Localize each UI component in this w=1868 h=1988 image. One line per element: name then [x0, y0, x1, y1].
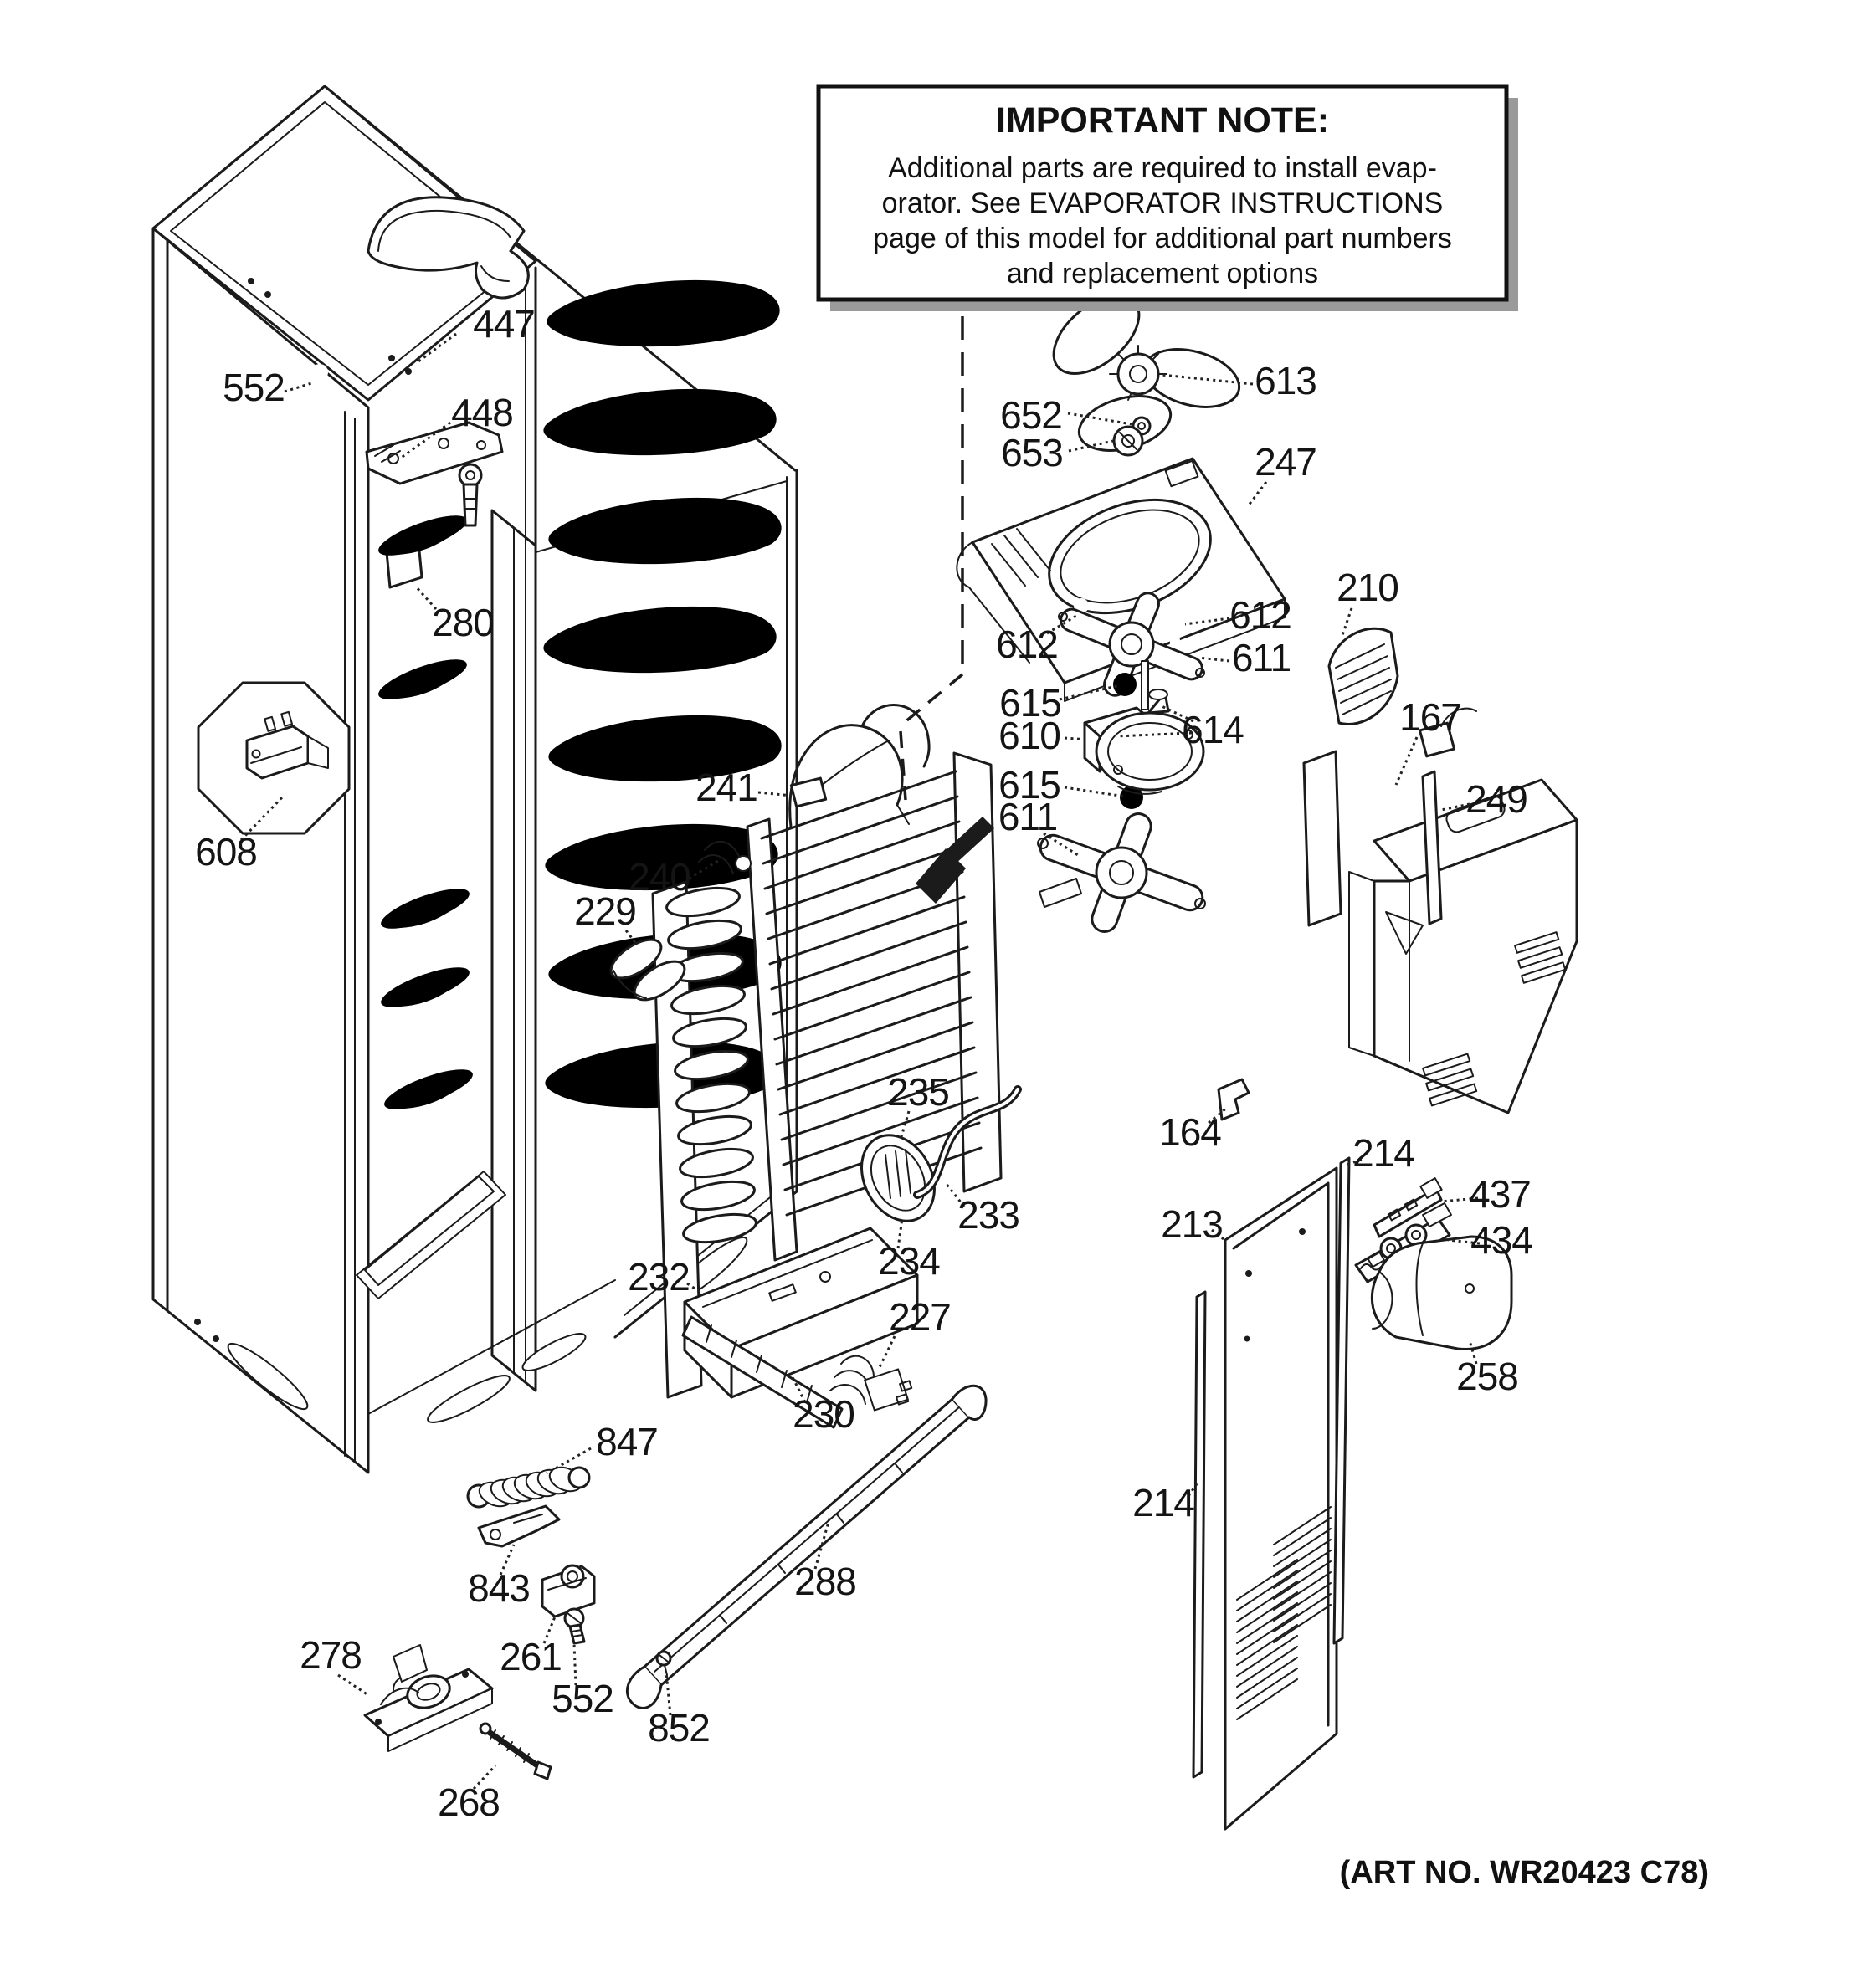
note-line-4: and replacement options	[1006, 258, 1319, 289]
part-label-612: 612	[996, 623, 1058, 667]
evaporator-top-tubes	[790, 705, 929, 827]
part-label-229: 229	[574, 889, 636, 934]
part-label-847: 847	[596, 1420, 658, 1464]
part-label-232: 232	[628, 1255, 690, 1299]
part-label-278: 278	[300, 1633, 362, 1678]
part-label-434: 434	[1470, 1218, 1532, 1263]
access-panel-group	[1193, 1158, 1511, 1829]
part-label-653: 653	[1001, 431, 1063, 475]
part-label-210: 210	[1337, 566, 1398, 610]
part-label-437: 437	[1469, 1172, 1531, 1217]
leader-line-615	[1065, 787, 1125, 797]
part-847-spring	[468, 1463, 589, 1510]
part-label-235: 235	[887, 1070, 949, 1114]
part-261-bracket	[542, 1565, 594, 1617]
part-164-clip	[1219, 1079, 1249, 1120]
part-214-strip-left	[1193, 1292, 1205, 1777]
part-615-clamp-upper	[1108, 668, 1142, 701]
switch-detail-bubble-608	[198, 683, 349, 833]
part-label-652: 652	[1000, 393, 1062, 438]
leader-line-235	[901, 1111, 909, 1140]
duct-assembly	[1219, 628, 1577, 1120]
leader-line-167	[1396, 737, 1417, 785]
part-label-613: 613	[1255, 359, 1316, 403]
part-label-268: 268	[438, 1780, 500, 1825]
part-label-552: 552	[223, 366, 285, 410]
evaporator-assembly	[605, 705, 1018, 1427]
part-label-615: 615	[999, 681, 1061, 725]
part-label-608: 608	[195, 830, 257, 874]
part-label-213: 213	[1161, 1202, 1223, 1247]
part-label-167: 167	[1399, 695, 1461, 740]
part-213-access-panel	[1225, 1168, 1337, 1829]
part-label-852: 852	[648, 1706, 710, 1750]
part-label-615: 615	[998, 763, 1060, 807]
part-448-hinge-bracket	[367, 423, 502, 525]
note-line-3: page of this model for additional part numbers	[873, 223, 1452, 254]
part-label-611: 611	[998, 795, 1058, 839]
note-line-2: orator. See EVAPORATOR INSTRUCTIONS	[881, 187, 1444, 219]
part-label-258: 258	[1456, 1355, 1518, 1399]
leader-line-610	[1065, 738, 1088, 740]
part-label-234: 234	[878, 1239, 940, 1283]
leader-line-210	[1342, 608, 1352, 638]
part-843-lever	[479, 1506, 559, 1546]
part-label-843: 843	[468, 1566, 530, 1611]
important-note-box	[819, 86, 1518, 311]
part-label-612: 612	[1229, 593, 1291, 638]
part-label-611: 611	[1231, 636, 1291, 680]
leader-line-278	[338, 1675, 368, 1695]
part-label-240: 240	[629, 855, 690, 899]
part-167-air-duct	[1349, 709, 1577, 1113]
part-label-280: 280	[432, 601, 494, 645]
part-611-bracket-lower	[1037, 810, 1206, 935]
part-label-288: 288	[794, 1560, 856, 1604]
part-210-grille	[1329, 628, 1398, 724]
note-title: IMPORTANT NOTE:	[995, 100, 1330, 141]
part-653-hub-washer	[1114, 427, 1142, 455]
part-label-614: 614	[1182, 708, 1244, 752]
part-label-249: 249	[1465, 777, 1527, 822]
part-552-bolt	[565, 1609, 584, 1643]
part-label-447: 447	[473, 302, 535, 346]
part-label-233: 233	[957, 1193, 1019, 1237]
part-label-610: 610	[998, 714, 1060, 758]
part-label-164: 164	[1159, 1110, 1221, 1155]
part-label-214: 214	[1132, 1481, 1194, 1525]
part-label-214: 214	[1352, 1131, 1414, 1176]
part-label-448: 448	[451, 391, 513, 435]
part-label-261: 261	[500, 1635, 562, 1679]
duct-side-plate	[1304, 751, 1341, 925]
leader-line-227	[879, 1336, 895, 1369]
part-label-552: 552	[552, 1677, 613, 1721]
leader-line-611	[1198, 658, 1229, 661]
part-label-227: 227	[889, 1295, 951, 1340]
part-label-247: 247	[1255, 440, 1316, 484]
part-278-base-assembly	[365, 1645, 492, 1751]
part-label-241: 241	[695, 766, 757, 810]
part-label-230: 230	[793, 1392, 854, 1437]
note-line-1: Additional parts are required to install evap-	[888, 152, 1437, 184]
art-number: (ART NO. WR20423 C78)	[1339, 1855, 1709, 1890]
leader-line-247	[1248, 482, 1266, 506]
